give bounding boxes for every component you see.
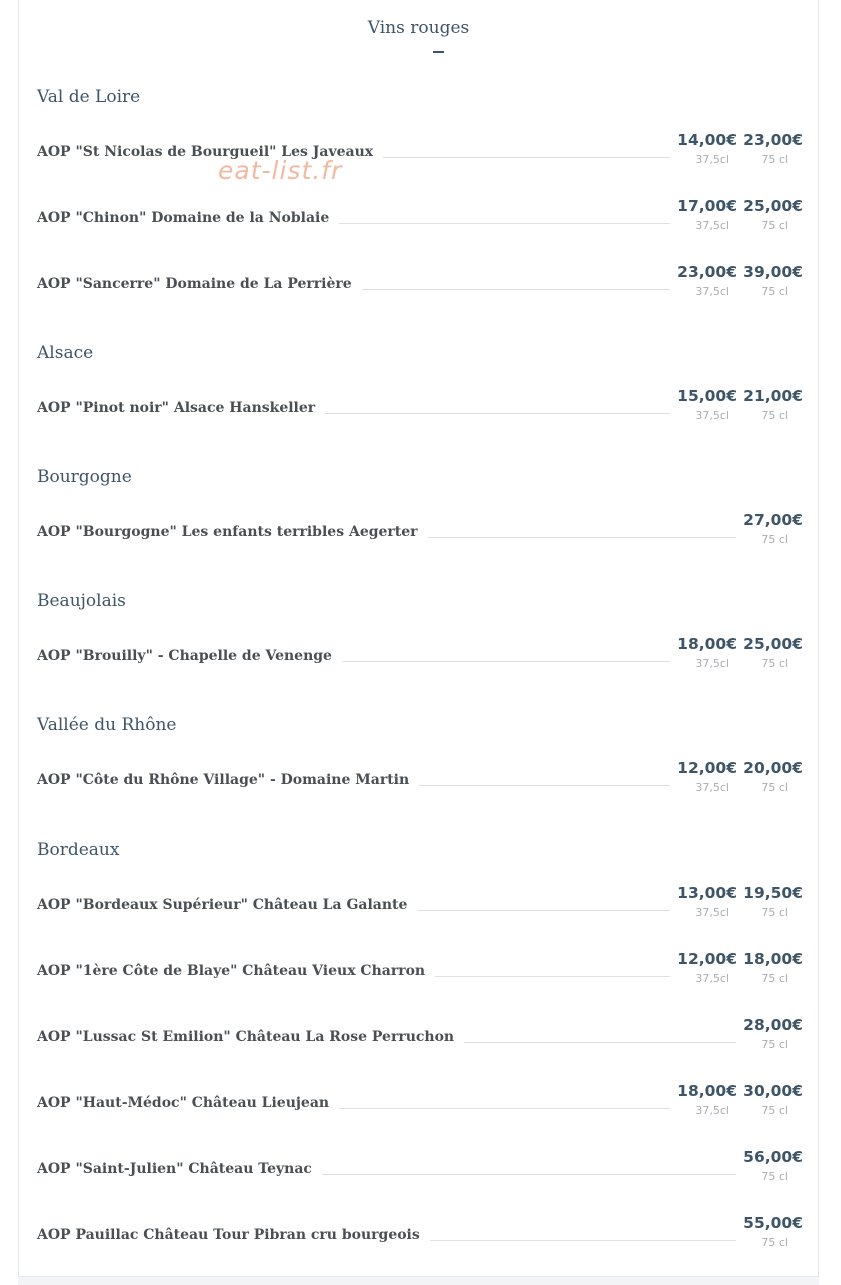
wine-name: AOP "1ère Côte de Blaye" Château Vieux Charron — [37, 963, 426, 979]
bottle-size: 75 cl — [761, 1236, 788, 1249]
wine-name: AOP "Saint-Julien" Château Teynac — [37, 1161, 312, 1177]
bottle-size: 75 cl — [761, 219, 788, 232]
leader-line — [383, 157, 670, 158]
section-title: Beaujolais — [37, 591, 126, 611]
wine-name: AOP "Bourgogne" Les enfants terribles Aegerter — [37, 524, 418, 540]
bottle-size: 75 cl — [761, 409, 788, 422]
leader-line — [339, 223, 670, 224]
section-title: Val de Loire — [37, 87, 141, 107]
leader-line — [430, 1240, 736, 1241]
title-underline — [433, 51, 444, 53]
wine-price: 15,00€ — [677, 387, 737, 405]
bottle-size: 37,5cl — [695, 1104, 729, 1117]
wine-price: 13,00€ — [677, 884, 737, 902]
bottle-size: 75 cl — [761, 1038, 788, 1051]
wine-name: AOP "Chinon" Domaine de la Noblaie — [37, 210, 330, 226]
leader-line — [464, 1042, 736, 1043]
bottle-size: 37,5cl — [695, 219, 729, 232]
bottle-size: 37,5cl — [695, 972, 729, 985]
wine-price: 12,00€ — [677, 759, 737, 777]
bottle-size: 37,5cl — [695, 409, 729, 422]
section-title: Vallée du Rhône — [37, 715, 177, 735]
bottle-size: 75 cl — [761, 1104, 788, 1117]
bottle-size: 75 cl — [761, 657, 788, 670]
wine-price: 14,00€ — [677, 131, 737, 149]
bottle-size: 37,5cl — [695, 285, 729, 298]
wine-name: AOP "Lussac St Emilion" Château La Rose Perruchon — [37, 1029, 455, 1045]
page-title: Vins rouges — [367, 18, 470, 38]
leader-line — [428, 537, 736, 538]
wine-name: AOP "St Nicolas de Bourgueil" Les Javeaux — [37, 144, 374, 160]
wine-price: 25,00€ — [743, 635, 803, 653]
watermark: eat-list.fr — [218, 156, 343, 185]
wine-name: AOP "Haut-Médoc" Château Lieujean — [37, 1095, 330, 1111]
section-title: Bourgogne — [37, 467, 132, 487]
leader-line — [339, 1108, 670, 1109]
leader-line — [322, 1174, 736, 1175]
wine-name: AOP Pauillac Château Tour Pibran cru bourgeois — [37, 1227, 420, 1243]
bottle-size: 75 cl — [761, 153, 788, 166]
wine-price: 25,00€ — [743, 197, 803, 215]
wine-price: 56,00€ — [743, 1148, 803, 1166]
wine-price: 12,00€ — [677, 950, 737, 968]
leader-line — [342, 661, 670, 662]
wine-price: 23,00€ — [743, 131, 803, 149]
wine-price: 20,00€ — [743, 759, 803, 777]
leader-line — [325, 413, 670, 414]
wine-price: 30,00€ — [743, 1082, 803, 1100]
bottle-size: 37,5cl — [695, 153, 729, 166]
bottle-size: 75 cl — [761, 533, 788, 546]
wine-price: 21,00€ — [743, 387, 803, 405]
wine-price: 23,00€ — [677, 263, 737, 281]
wine-name: AOP "Côte du Rhône Village" - Domaine Martin — [37, 772, 410, 788]
leader-line — [417, 910, 670, 911]
wine-name: AOP "Pinot noir" Alsace Hanskeller — [37, 400, 316, 416]
wine-name: AOP "Brouilly" - Chapelle de Venenge — [37, 648, 332, 664]
wine-price: 27,00€ — [743, 511, 803, 529]
wine-price: 18,00€ — [677, 635, 737, 653]
bottle-size: 37,5cl — [695, 906, 729, 919]
leader-line — [362, 289, 670, 290]
bottle-size: 75 cl — [761, 781, 788, 794]
wine-price: 18,00€ — [677, 1082, 737, 1100]
bottle-size: 75 cl — [761, 972, 788, 985]
wine-name: AOP "Bordeaux Supérieur" Château La Galante — [37, 897, 408, 913]
wine-price: 39,00€ — [743, 263, 803, 281]
wine-price: 19,50€ — [743, 884, 803, 902]
wine-name: AOP "Sancerre" Domaine de La Perrière — [37, 276, 352, 292]
leader-line — [419, 785, 670, 786]
bottle-size: 37,5cl — [695, 657, 729, 670]
wine-price: 18,00€ — [743, 950, 803, 968]
bottle-size: 37,5cl — [695, 781, 729, 794]
section-title: Alsace — [37, 343, 94, 363]
leader-line — [435, 976, 670, 977]
wine-price: 28,00€ — [743, 1016, 803, 1034]
bottle-size: 75 cl — [761, 1170, 788, 1183]
section-title: Bordeaux — [37, 840, 120, 860]
wine-price: 55,00€ — [743, 1214, 803, 1232]
wine-price: 17,00€ — [677, 197, 737, 215]
bottle-size: 75 cl — [761, 906, 788, 919]
bottle-size: 75 cl — [761, 285, 788, 298]
